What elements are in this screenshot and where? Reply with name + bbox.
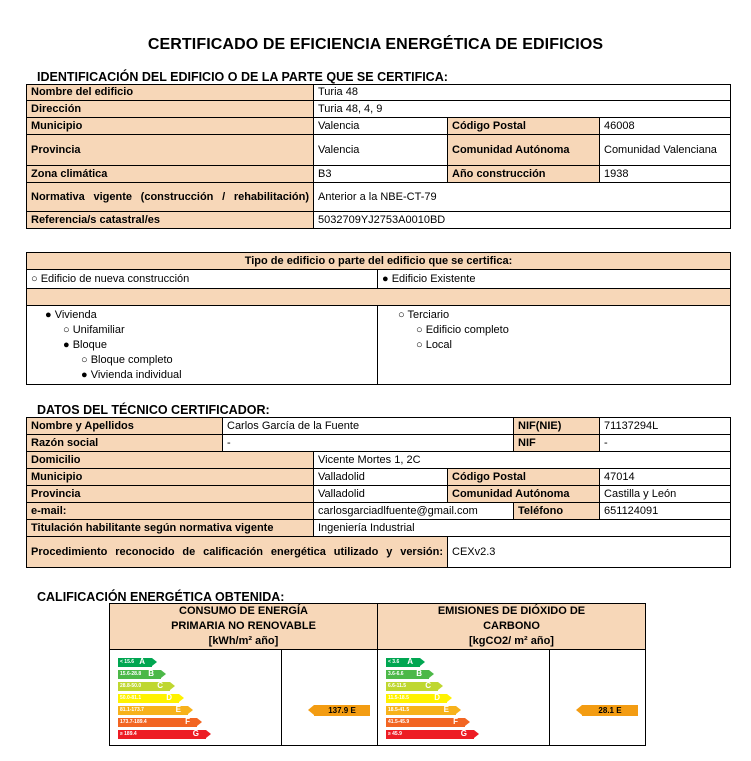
ref-value: 5032709YJ2753A0010BD: [314, 212, 731, 229]
emisiones-header: EMISIONES DE DIÓXIDO DE CARBONO [kgCO2/ m² año]: [378, 604, 646, 650]
ca-label: Comunidad Autónoma: [448, 135, 600, 166]
normativa-label: Normativa vigente (construcción / rehabilitación): [27, 183, 314, 212]
zona-value: B3: [314, 166, 448, 183]
titulacion-label: Titulación habilitante según normativa vigente: [27, 520, 314, 537]
emisiones-band-g: [386, 730, 474, 739]
tecnico-cp-value: 47014: [600, 469, 731, 486]
edificio-existente-option: ● Edificio Existente: [378, 270, 731, 289]
emisiones-band-range: ≥ 45.9: [388, 731, 402, 737]
terciario-options: [378, 306, 731, 385]
nif-value: -: [600, 435, 731, 452]
emisiones-band-letter: A: [407, 657, 413, 666]
tecnico-table: [26, 417, 731, 568]
bloque-completo-option: ○ Bloque completo: [81, 354, 173, 366]
emisiones-band-range: 18.5-41.5: [388, 707, 410, 713]
consumo-band-letter: E: [175, 705, 181, 714]
nifnie-label: NIF(NIE): [514, 418, 600, 435]
emisiones-band-d: [386, 694, 447, 703]
vivienda-option: ● Vivienda: [45, 309, 97, 321]
consumo-band-range: ≥ 189.4: [120, 731, 137, 737]
consumo-band-e: [118, 706, 188, 715]
tipo-spacer: [27, 289, 731, 306]
tecnico-municipio-value: Valladolid: [314, 469, 448, 486]
tipo-edificio-table: [26, 252, 731, 385]
consumo-band-letter: A: [139, 657, 145, 666]
tecnico-ca-label: Comunidad Autónoma: [448, 486, 600, 503]
anio-label: Año construcción: [448, 166, 600, 183]
emisiones-band-b: [386, 670, 429, 679]
consumo-scale: [110, 650, 282, 746]
consumo-band-letter: B: [148, 669, 154, 678]
emisiones-band-f: [386, 718, 465, 727]
tecnico-municipio-label: Municipio: [27, 469, 314, 486]
nueva-construccion-option: ○ Edificio de nueva construcción: [27, 270, 378, 289]
terciario-option: ○ Terciario: [398, 309, 450, 321]
consumo-band-c: [118, 682, 170, 691]
vivienda-individual-option: ● Vivienda individual: [81, 369, 182, 381]
emisiones-band-range: < 3.6: [388, 659, 400, 665]
nombre-value: Turia 48: [314, 85, 731, 101]
municipio-value: Valencia: [314, 118, 448, 135]
unifamiliar-option: ○ Unifamiliar: [63, 324, 125, 336]
emisiones-band-e: [386, 706, 456, 715]
bloque-option: ● Bloque: [63, 339, 107, 351]
consumo-result-arrow: 137.9 E: [314, 705, 370, 716]
consumo-result-cell: [282, 650, 378, 746]
domicilio-value: Vicente Mortes 1, 2C: [314, 452, 731, 469]
section-heading-calificacion: CALIFICACIÓN ENERGÉTICA OBTENIDA:: [37, 590, 285, 604]
section-heading-identificacion: IDENTIFICACIÓN DEL EDIFICIO O DE LA PARTE QUE SE CERTIFICA:: [37, 70, 448, 84]
emisiones-band-letter: E: [443, 705, 449, 714]
emisiones-band-range: 41.5-45.9: [388, 719, 410, 725]
page-title: CERTIFICADO DE EFICIENCIA ENERGÉTICA DE EDIFICIOS: [147, 36, 604, 53]
emisiones-result-cell: [550, 650, 646, 746]
procedimiento-label: Procedimiento reconocido de calificación energética utilizado y versión:: [27, 537, 448, 568]
telefono-value: 651124091: [600, 503, 731, 520]
consumo-band-b: [118, 670, 161, 679]
normativa-value: Anterior a la NBE-CT-79: [314, 183, 731, 212]
consumo-band-f: [118, 718, 197, 727]
consumo-band-g: [118, 730, 206, 739]
nif-label: NIF: [514, 435, 600, 452]
consumo-band-range: 173.7-189.4: [120, 719, 147, 725]
anio-value: 1938: [600, 166, 731, 183]
provincia-label: Provincia: [27, 135, 314, 166]
emisiones-band-a: [386, 658, 420, 667]
tecnico-provincia-value: Valladolid: [314, 486, 448, 503]
municipio-label: Municipio: [27, 118, 314, 135]
nombre-label: Nombre del edificio: [27, 85, 314, 101]
emisiones-band-letter: F: [453, 717, 458, 726]
consumo-band-range: 50.0-81.1: [120, 695, 142, 701]
tecnico-nombre-label: Nombre y Apellidos: [27, 418, 223, 435]
telefono-label: Teléfono: [514, 503, 600, 520]
consumo-band-range: 15.6-28.8: [120, 671, 142, 677]
consumo-band-letter: F: [185, 717, 190, 726]
edificio-completo-option: ○ Edificio completo: [416, 324, 509, 336]
consumo-band-a: [118, 658, 152, 667]
cp-value: 46008: [600, 118, 731, 135]
zona-label: Zona climática: [27, 166, 314, 183]
consumo-band-d: [118, 694, 179, 703]
razon-value: -: [223, 435, 514, 452]
titulacion-value: Ingeniería Industrial: [314, 520, 731, 537]
emisiones-band-letter: C: [425, 681, 431, 690]
tecnico-ca-value: Castilla y León: [600, 486, 731, 503]
emisiones-band-range: 3.6-6.6: [388, 671, 404, 677]
section-heading-tecnico: DATOS DEL TÉCNICO CERTIFICADOR:: [37, 403, 270, 417]
consumo-band-letter: G: [192, 729, 199, 738]
local-option: ○ Local: [416, 339, 452, 351]
tipo-heading: Tipo de edificio o parte del edificio que se certifica:: [27, 253, 731, 270]
razon-label: Razón social: [27, 435, 223, 452]
consumo-band-letter: D: [166, 693, 172, 702]
emisiones-band-range: 6.6-11.5: [388, 683, 407, 689]
calificacion-table: [109, 603, 646, 746]
emisiones-band-letter: B: [416, 669, 422, 678]
direccion-value: Turia 48, 4, 9: [314, 101, 731, 118]
nifnie-value: 71137294L: [600, 418, 731, 435]
provincia-value: Valencia: [314, 135, 448, 166]
domicilio-label: Domicilio: [27, 452, 314, 469]
consumo-band-range: 28.8-50.0: [120, 683, 142, 689]
direccion-label: Dirección: [27, 101, 314, 118]
consumo-band-letter: C: [157, 681, 163, 690]
ca-value: Comunidad Valenciana: [600, 135, 731, 166]
procedimiento-value: CEXv2.3: [448, 537, 731, 568]
residencial-options: [27, 306, 378, 385]
tecnico-nombre-value: Carlos García de la Fuente: [223, 418, 514, 435]
emisiones-band-c: [386, 682, 438, 691]
tecnico-cp-label: Código Postal: [448, 469, 600, 486]
email-value: carlosgarciadlfuente@gmail.com: [314, 503, 514, 520]
consumo-header: CONSUMO DE ENERGÍA PRIMARIA NO RENOVABLE [kWh/m² año]: [110, 604, 378, 650]
emisiones-band-letter: D: [434, 693, 440, 702]
emisiones-result-arrow: 28.1 E: [582, 705, 638, 716]
consumo-band-range: < 15.6: [120, 659, 135, 665]
identificacion-table: [26, 84, 731, 229]
emisiones-band-range: 11.5-18.5: [388, 695, 409, 701]
tecnico-provincia-label: Provincia: [27, 486, 314, 503]
email-label: e-mail:: [27, 503, 314, 520]
ref-label: Referencia/s catastral/es: [27, 212, 314, 229]
cp-label: Código Postal: [448, 118, 600, 135]
emisiones-band-letter: G: [460, 729, 467, 738]
consumo-band-range: 81.1-173.7: [120, 707, 144, 713]
emisiones-scale: [378, 650, 550, 746]
